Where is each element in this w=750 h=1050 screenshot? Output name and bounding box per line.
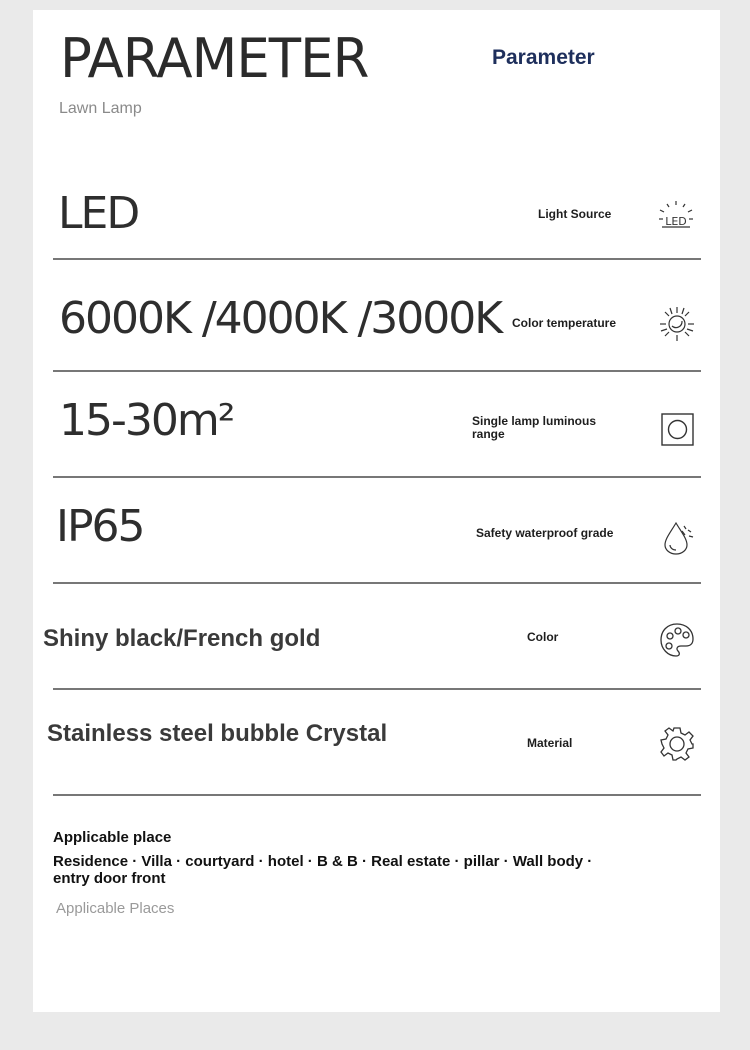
led-icon xyxy=(656,196,696,236)
applicable-heading: Applicable place xyxy=(53,829,172,846)
material-label: Material xyxy=(527,736,573,750)
color-temperature-value: 6000K /4000K /3000K xyxy=(59,293,502,344)
waterproof-value: IP65 xyxy=(56,501,144,552)
color-value: Shiny black/French gold xyxy=(43,625,321,652)
material-value: Stainless steel bubble Crystal xyxy=(47,720,388,747)
color-temperature-label: Color temperature xyxy=(512,316,617,330)
svg-text:LED: LED xyxy=(665,215,687,228)
section-tag: Parameter xyxy=(492,46,595,69)
light-source-label: Light Source xyxy=(538,207,612,221)
waterproof-icon xyxy=(658,517,698,557)
divider xyxy=(53,476,701,478)
page-title: PARAMETER xyxy=(60,27,369,90)
divider xyxy=(53,794,701,796)
divider xyxy=(53,688,701,690)
sun-icon xyxy=(657,304,697,344)
page-subtitle: Lawn Lamp xyxy=(59,100,142,117)
waterproof-label: Safety waterproof grade xyxy=(476,526,614,540)
applicable-footer: Applicable Places xyxy=(56,900,175,917)
divider xyxy=(53,582,701,584)
palette-icon xyxy=(657,620,697,660)
color-label: Color xyxy=(527,630,559,644)
luminous-range-label: Single lamp luminous range xyxy=(472,414,597,441)
area-icon xyxy=(658,410,698,450)
divider xyxy=(53,258,701,260)
luminous-range-value: 15-30m² xyxy=(59,395,234,446)
gear-icon xyxy=(657,724,697,764)
light-source-value: LED xyxy=(58,188,139,239)
applicable-places: Residence · Villa · courtyard · hotel · B & B · Real estate · pillar · Wall body · entry door front xyxy=(53,853,593,887)
divider xyxy=(53,370,701,372)
